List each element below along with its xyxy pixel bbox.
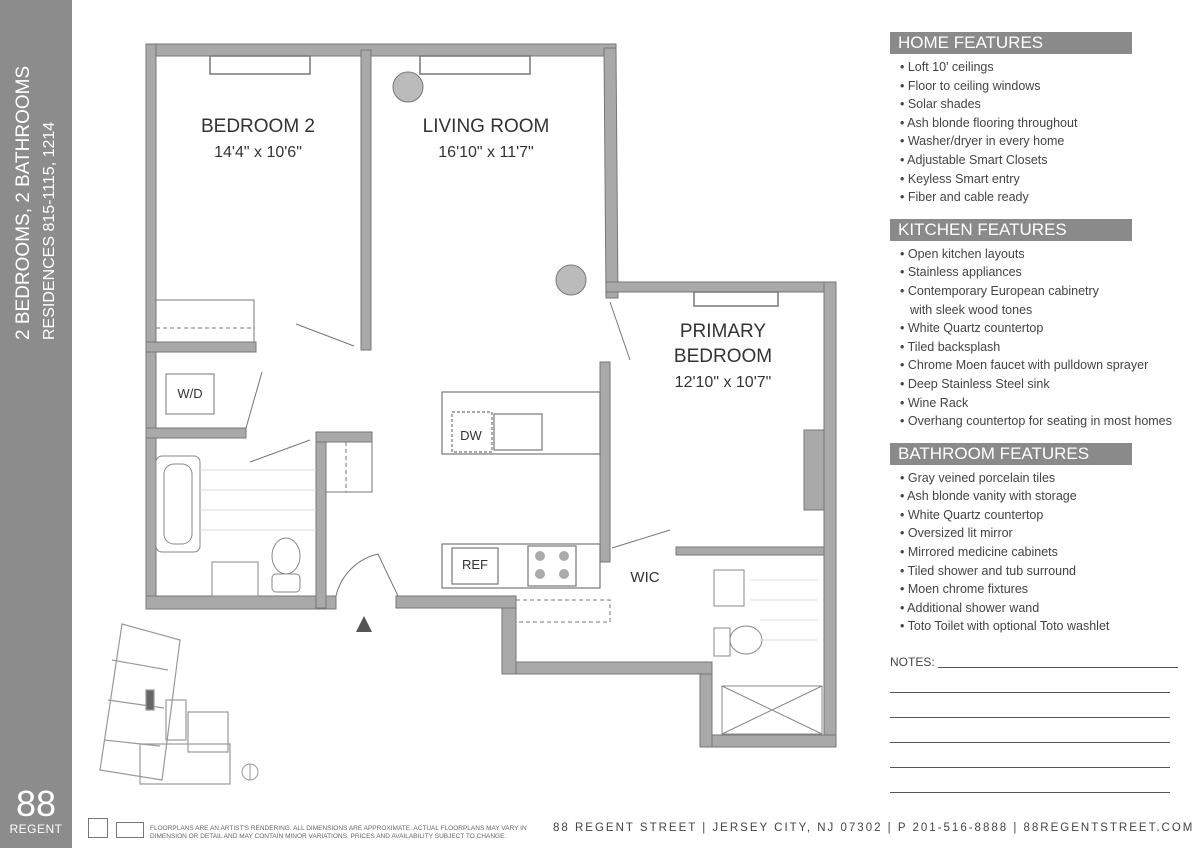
entry-triangle-icon — [356, 616, 372, 632]
note-line — [890, 742, 1170, 743]
wall-linen-top — [316, 432, 372, 442]
section-title: BATHROOM FEATURES — [890, 443, 1132, 465]
residences: RESIDENCES 815-1115, 1214 — [41, 121, 58, 340]
door-bed2 — [296, 324, 354, 346]
disclaimer: FLOORPLANS ARE AN ARTIST'S RENDERING. ALL DIMENSIONS ARE APPROXIMATE. ACTUAL FLOORPLANS MAY VARY IN DIMENSION OR DETAIL AND MAY CONTAIN MINOR VARIATIONS. PRICES AND AVAILABILITY SUBJECT TO CHANGE. — [150, 825, 527, 840]
feature-item: • White Quartz countertop — [900, 321, 1044, 336]
wall-bottom-mid — [396, 596, 516, 608]
feature-item: • Chrome Moen faucet with pulldown sprayer — [900, 358, 1149, 373]
wall-wic-bottom — [516, 662, 712, 674]
closet-bed2 — [156, 300, 254, 342]
living-size: 16'10" x 11'7" — [438, 144, 534, 161]
housing-logo-icon — [116, 822, 144, 838]
feature-item: • Stainless appliances — [900, 265, 1022, 280]
feature-item: • Deep Stainless Steel sink — [900, 376, 1050, 391]
bedroom2-size: 14'4" x 10'6" — [214, 144, 302, 161]
wall-bed2-bottom — [146, 342, 256, 352]
feature-item: • White Quartz countertop — [900, 507, 1044, 522]
unit-title — [11, 20, 67, 340]
section-home — [890, 32, 1180, 207]
feature-item: • Floor to ceiling windows — [900, 78, 1041, 93]
feature-item: • Washer/dryer in every home — [900, 134, 1065, 149]
feature-item: • Toto Toilet with optional Toto washlet — [900, 619, 1110, 634]
footer-address: 88 REGENT STREET | JERSEY CITY, NJ 07302 | P 201-516-8888 | 88REGENTSTREET.COM — [553, 822, 1195, 834]
door-bath1 — [250, 440, 310, 462]
brand-name: REGENT — [9, 822, 63, 836]
note-line — [890, 792, 1170, 793]
section-title: KITCHEN FEATURES — [890, 219, 1132, 241]
kitchen-island — [442, 392, 600, 454]
wall-right — [824, 282, 836, 747]
wall-primary-left — [600, 362, 610, 562]
feature-item: • Ash blonde flooring throughout — [900, 115, 1078, 130]
wall-bottom-left — [146, 596, 336, 609]
feature-item: • Tiled shower and tub surround — [900, 563, 1077, 578]
feature-item: • Ash blonde vanity with storage — [900, 489, 1077, 504]
section-title: HOME FEATURES — [890, 32, 1132, 54]
wall-primary-top — [606, 282, 836, 292]
wall-notch — [804, 430, 824, 510]
toilet-2 — [730, 626, 762, 654]
equal-housing-icon — [88, 818, 108, 838]
toilet-1 — [272, 538, 300, 574]
feature-item: with sleek wood tones — [910, 302, 1033, 317]
sidebar — [0, 0, 72, 848]
feature-item: • Moen chrome fixtures — [900, 582, 1029, 597]
feature-item: • Mirrored medicine cabinets — [900, 545, 1058, 560]
wall-bed2-living — [361, 50, 371, 350]
dw-label: DW — [460, 428, 482, 443]
linen-closet — [326, 442, 372, 492]
column-1 — [393, 72, 423, 102]
ref-label: REF — [462, 557, 488, 572]
feature-item: • Oversized lit mirror — [900, 526, 1013, 541]
sink — [494, 414, 542, 450]
primary-size: 12'10" x 10'7" — [674, 374, 772, 391]
feature-item: • Open kitchen layouts — [900, 246, 1025, 261]
note-line — [890, 767, 1170, 768]
door-primary — [610, 302, 630, 360]
window-living — [420, 56, 530, 74]
wall-bottom-right — [712, 735, 836, 747]
wic-label: WIC — [630, 569, 660, 586]
living-name: LIVING ROOM — [422, 116, 550, 137]
note-line — [890, 717, 1170, 718]
feature-item: • Additional shower wand — [900, 600, 1040, 615]
bedroom2-name: BEDROOM 2 — [200, 116, 316, 137]
window-primary — [694, 292, 778, 306]
feature-item: • Gray veined porcelain tiles — [900, 470, 1056, 485]
feature-item: • Overhang countertop for seating in most homes — [900, 414, 1172, 429]
section-kitchen — [890, 219, 1180, 431]
wall-top — [146, 44, 616, 56]
primary-name-1: PRIMARY — [679, 321, 767, 342]
vanity-2 — [714, 570, 744, 606]
feature-item: • Wine Rack — [900, 395, 969, 410]
range — [528, 546, 576, 586]
feature-item: • Adjustable Smart Closets — [900, 152, 1048, 167]
wd-label: W/D — [177, 386, 203, 401]
wall-bath2-top — [676, 547, 824, 555]
feature-item: • Fiber and cable ready — [900, 190, 1029, 205]
column-2 — [556, 265, 586, 295]
feature-item: • Keyless Smart entry — [900, 171, 1020, 186]
wall-wd-bottom — [146, 428, 246, 438]
door-wd — [246, 372, 262, 428]
note-line — [938, 667, 1178, 668]
note-line — [890, 692, 1170, 693]
door-wic — [612, 530, 670, 548]
wall-bath1-right — [316, 432, 326, 608]
window-bed2 — [210, 56, 310, 74]
floor-plan — [80, 30, 850, 790]
feature-item: • Contemporary European cabinetry — [900, 283, 1099, 298]
vanity-1 — [212, 562, 258, 596]
feature-item: • Tiled backsplash — [900, 339, 1001, 354]
features-panel — [890, 32, 1180, 648]
wall-living-right — [604, 48, 618, 298]
north-arrow-icon — [242, 764, 258, 780]
bathtub-1 — [156, 456, 200, 552]
feature-item: • Loft 10' ceilings — [900, 60, 994, 74]
wic-shelf — [516, 600, 610, 622]
brand-number: 88 — [15, 783, 57, 824]
wall-bath2-left — [700, 672, 712, 747]
primary-name-2: BEDROOM — [673, 346, 773, 367]
feature-item: • Solar shades — [900, 97, 981, 112]
unit-type: 2 BEDROOMS, 2 BATHROOMS — [13, 65, 34, 340]
key-plan — [100, 624, 230, 784]
wall-left — [146, 44, 156, 609]
notes-label: NOTES: — [890, 655, 935, 669]
section-bathroom — [890, 443, 1180, 636]
door-entry — [336, 554, 398, 596]
